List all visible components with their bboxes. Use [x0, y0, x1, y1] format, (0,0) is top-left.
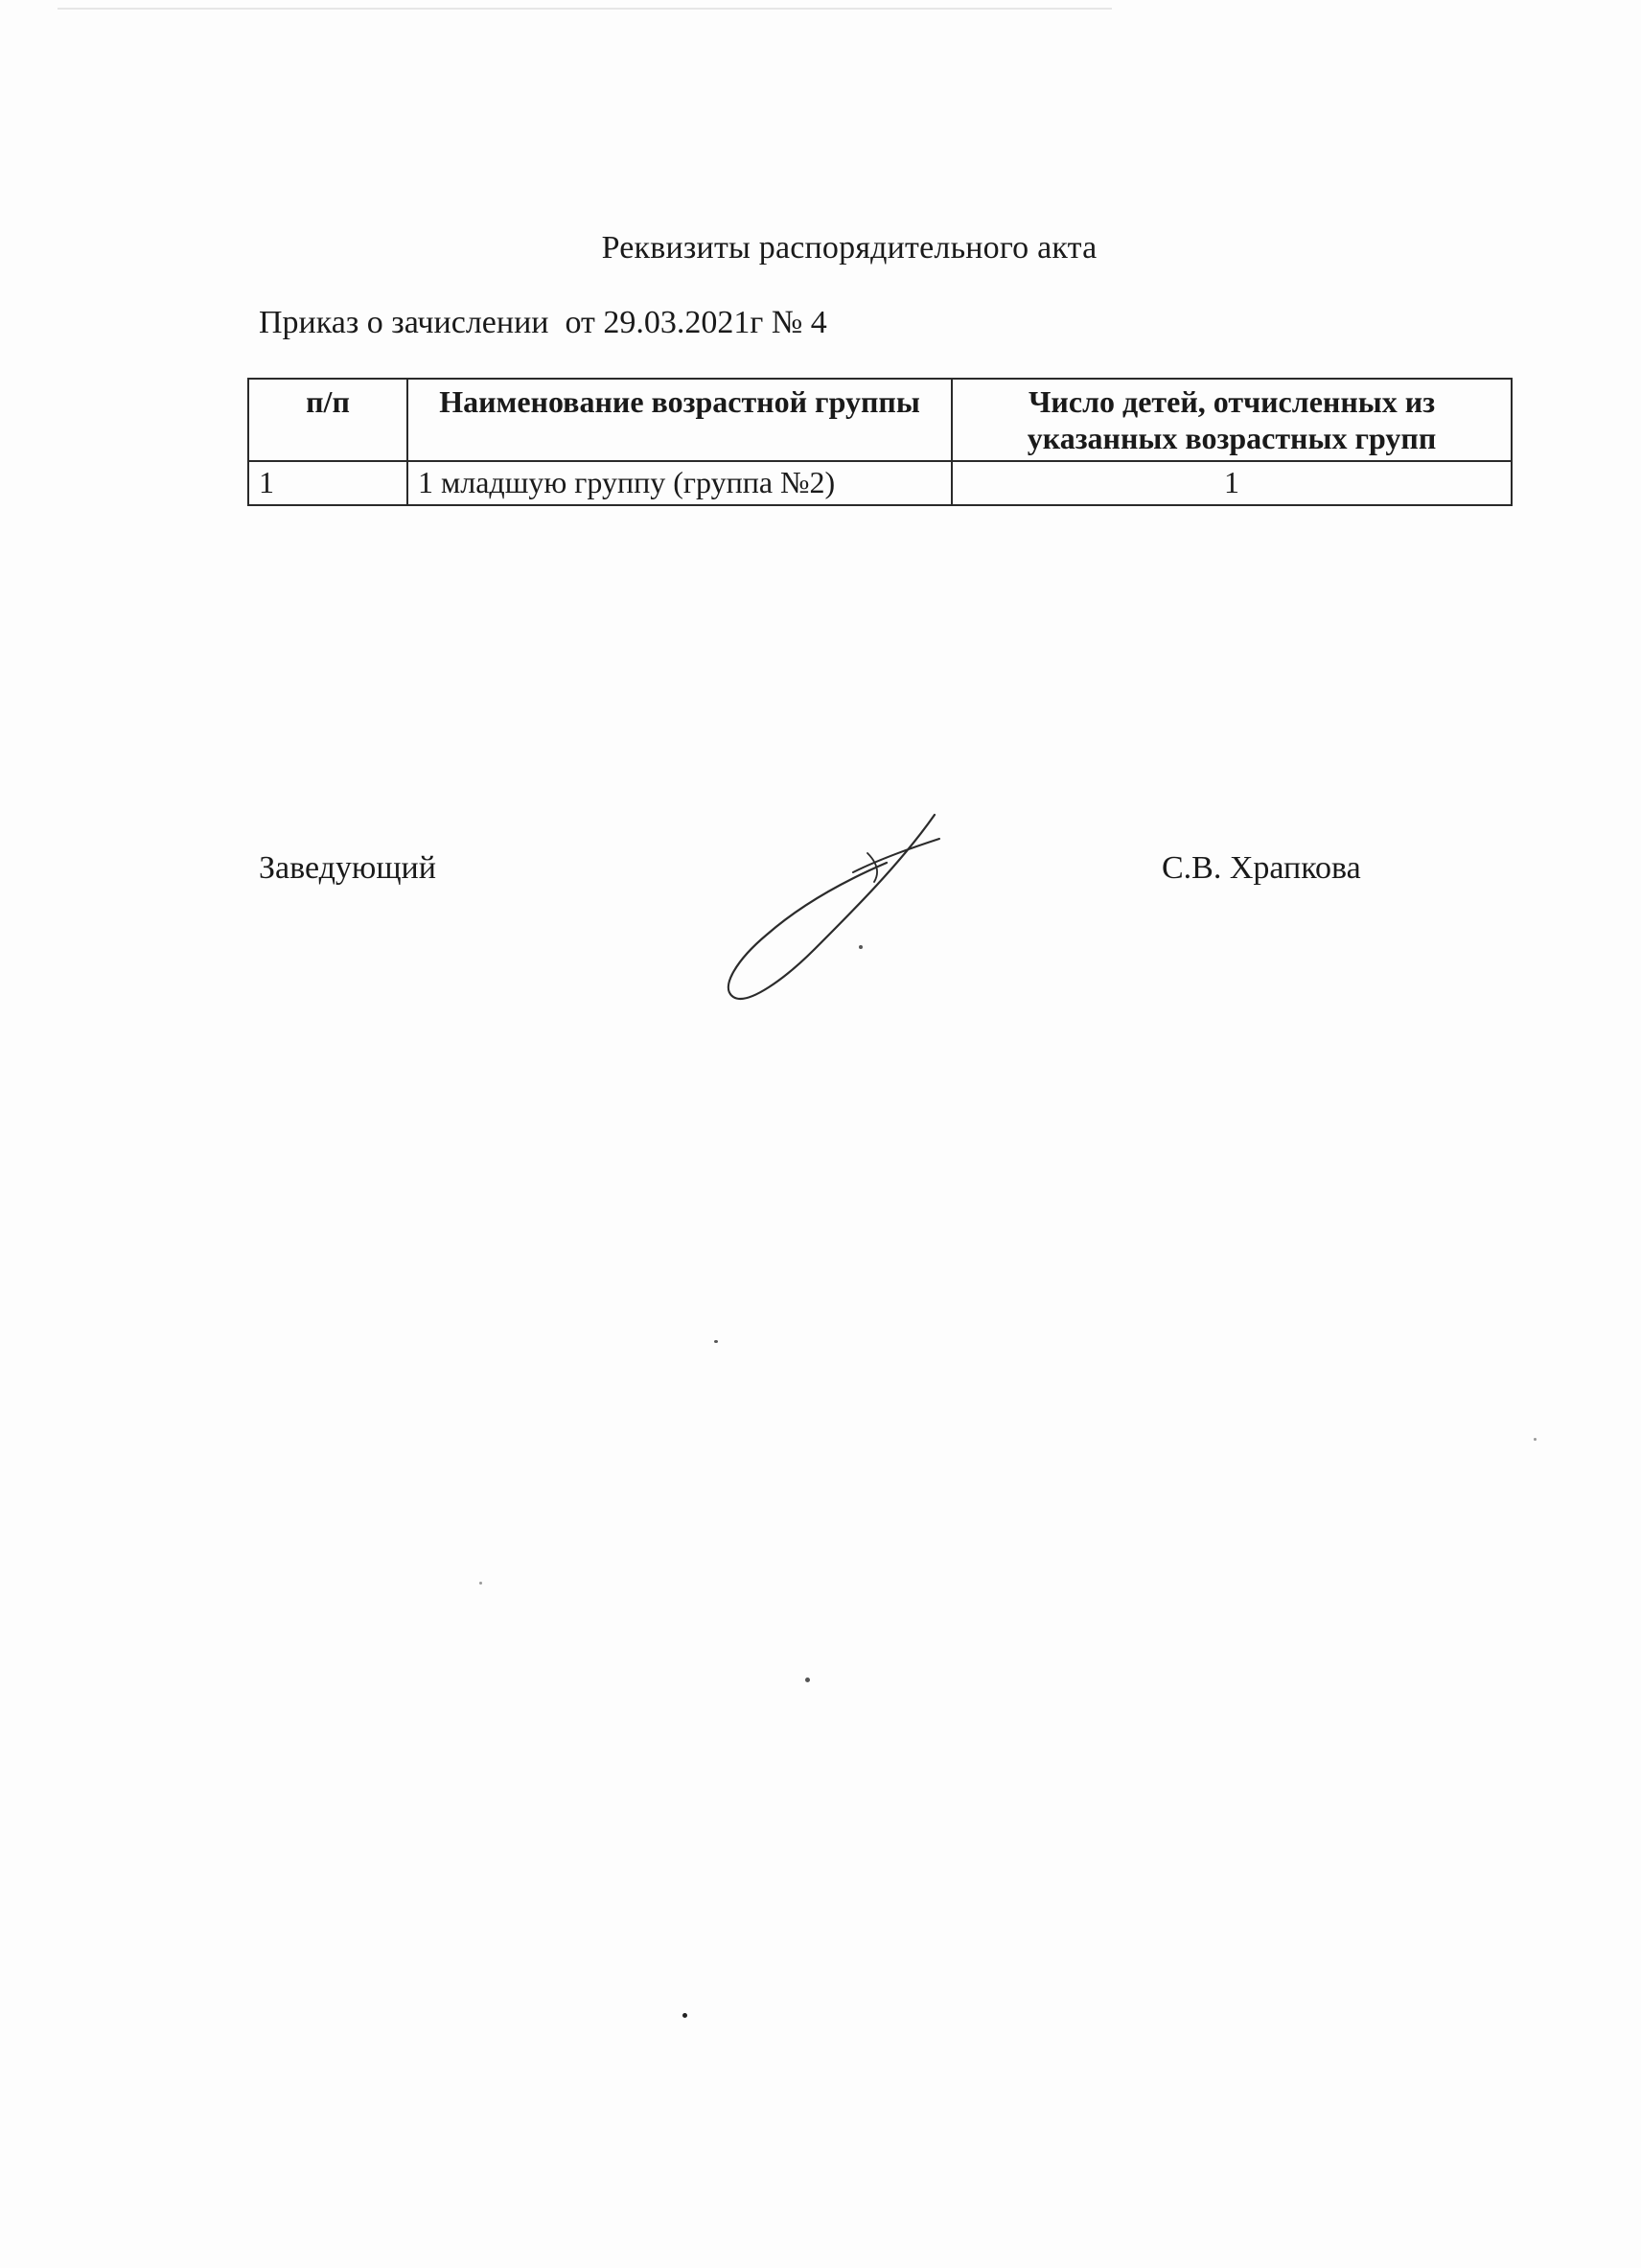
scan-speck	[682, 2013, 687, 2018]
header-group-name: Наименование возрастной группы	[407, 379, 952, 461]
scan-speck	[479, 1582, 482, 1585]
row-children-count: 1	[952, 461, 1512, 505]
scan-speck	[1534, 1438, 1537, 1441]
table-row	[248, 461, 1512, 505]
row-group-name: 1 младшую группу (группа №2)	[407, 461, 952, 505]
signer-name: С.В. Храпкова	[1162, 850, 1361, 886]
header-children-count: Число детей, отчисленных из указанных возрастных групп	[952, 379, 1512, 461]
signer-role: Заведующий	[259, 850, 436, 886]
scan-speck	[859, 945, 863, 949]
signature-icon	[709, 805, 959, 1016]
header-number: п/п	[248, 379, 407, 461]
document-title: Реквизиты распорядительного акта	[601, 230, 1098, 266]
scan-edge	[58, 8, 1112, 10]
scan-speck	[805, 1678, 810, 1682]
scan-speck	[714, 1340, 718, 1343]
age-groups-table	[247, 378, 1513, 506]
table-header-row	[248, 379, 1512, 461]
order-reference: Приказ о зачислении от 29.03.2021г № 4	[259, 305, 827, 340]
row-number: 1	[248, 461, 407, 505]
